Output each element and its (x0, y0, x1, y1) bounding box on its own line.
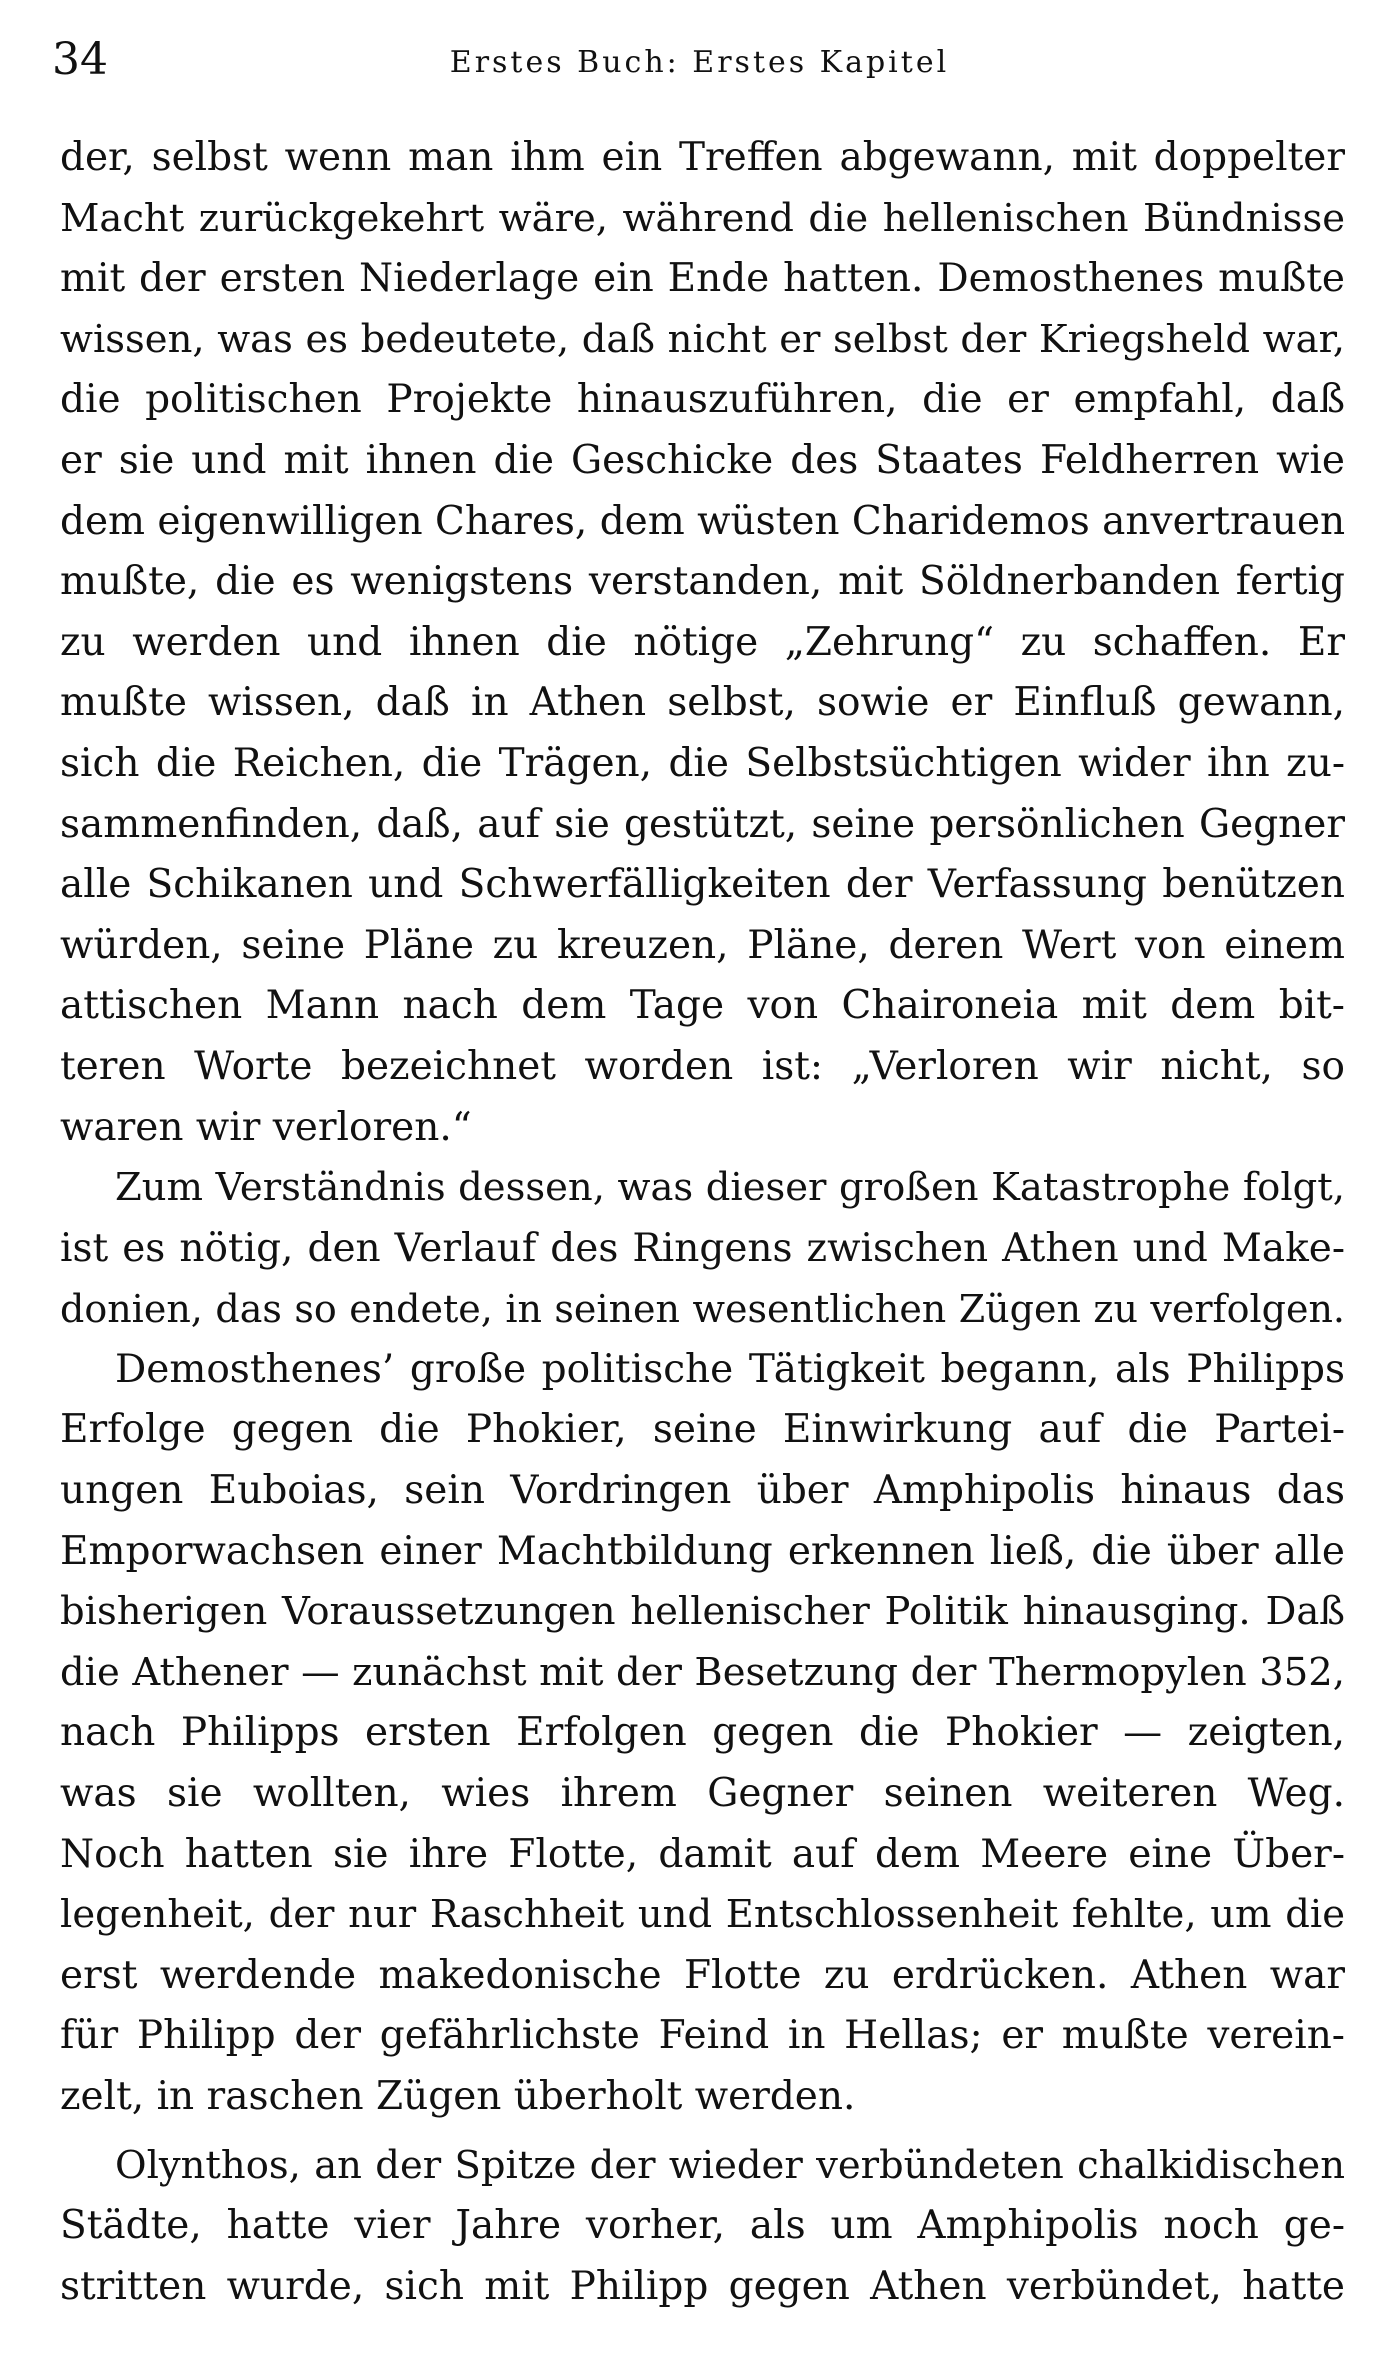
text-line: sammenfinden, daß, auf sie gestützt, seine persönlichen Gegner (60, 801, 1345, 847)
text-line: die politischen Projekte hinauszuführen, die er empfahl, daß (60, 377, 1345, 423)
text-line: attischen Mann nach dem Tage von Chaironeia mit dem bit- (60, 983, 1345, 1029)
text-line: Demosthenes’ große politische Tätigkeit begann, als Philipps (115, 1346, 1345, 1392)
text-line: ungen Euboias, sein Vordringen über Amphipolis hinaus das (60, 1468, 1345, 1514)
text-line: Erfolge gegen die Phokier, seine Einwirkung auf die Partei- (60, 1407, 1345, 1453)
text-line: mußte, die es wenigstens verstanden, mit Söldnerbanden fertig (60, 559, 1345, 605)
text-line: ist es nötig, den Verlauf des Ringens zwischen Athen und Make- (60, 1225, 1345, 1271)
text-line: legenheit, der nur Raschheit und Entschlossenheit fehlte, um die (60, 1892, 1345, 1938)
paragraph-4 (60, 2136, 1345, 2318)
text-line: zelt, in raschen Zügen überholt werden. (60, 2074, 856, 2119)
text-line: donien, das so endete, in seinen wesentlichen Zügen zu verfolgen. (60, 1287, 1345, 1332)
paragraph-1 (60, 128, 1345, 1158)
text-line: zu werden und ihnen die nötige „Zehrung“ zu schaffen. Er (60, 619, 1345, 665)
text-line: nach Philipps ersten Erfolgen gegen die Phokier — zeigten, (60, 1710, 1345, 1756)
text-line: Zum Verständnis dessen, was dieser großen Katastrophe folgt, (115, 1165, 1345, 1211)
text-line: für Philipp der gefährlichste Feind in Hellas; er mußte verein- (60, 2013, 1345, 2059)
text-line: Macht zurückgekehrt wäre, während die hellenischen Bündnisse (60, 195, 1345, 241)
page-number: 34 (52, 34, 108, 85)
text-line: alle Schikanen und Schwerfälligkeiten der Verfassung benützen (60, 862, 1345, 908)
paragraph-spacer (60, 2128, 1345, 2136)
paragraph-2 (60, 1158, 1345, 1340)
text-line: mit der ersten Niederlage ein Ende hatten. Demosthenes mußte (60, 256, 1345, 302)
text-line: mußte wissen, daß in Athen selbst, sowie er Einfluß gewann, (60, 680, 1345, 726)
text-line: waren wir verloren.“ (60, 1104, 472, 1150)
text-line: der, selbst wenn man ihm ein Treffen abgewann, mit doppelter (60, 135, 1345, 180)
running-head: Erstes Buch: Erstes Kapitel (449, 45, 950, 80)
body-text (60, 128, 1345, 2317)
text-line: teren Worte bezeichnet worden ist: „Verloren wir nicht, so (60, 1043, 1345, 1089)
text-line: würden, seine Pläne zu kreuzen, Pläne, deren Wert von einem (60, 922, 1345, 968)
paragraph-3 (60, 1340, 1345, 2128)
text-line: was sie wollten, wies ihrem Gegner seinen weiteren Weg. (60, 1771, 1345, 1817)
text-line: stritten wurde, sich mit Philipp gegen Athen verbündet, hatte (60, 2263, 1345, 2309)
text-line: dem eigenwilligen Chares, dem wüsten Charidemos anvertrauen (60, 498, 1345, 544)
text-line: Noch hatten sie ihre Flotte, damit auf dem Meere eine Über- (60, 1831, 1345, 1877)
text-line: Emporwachsen einer Machtbildung erkennen ließ, die über alle (60, 1528, 1345, 1574)
text-line: sich die Reichen, die Trägen, die Selbstsüchtigen wider ihn zu- (60, 740, 1345, 786)
text-line: Städte, hatte vier Jahre vorher, als um Amphipolis noch ge- (60, 2203, 1345, 2249)
text-line: bisherigen Voraussetzungen hellenischer Politik hinausging. Daß (60, 1589, 1345, 1635)
text-line: er sie und mit ihnen die Geschicke des Staates Feldherren wie (60, 437, 1345, 483)
text-line: erst werdende makedonische Flotte zu erdrücken. Athen war (60, 1952, 1345, 1998)
text-line: Olynthos, an der Spitze der wieder verbündeten chalkidischen (115, 2142, 1345, 2188)
text-line: die Athener — zunächst mit der Besetzung der Thermopylen 352, (60, 1649, 1345, 1695)
text-line: wissen, was es bedeutete, daß nicht er selbst der Kriegsheld war, (60, 316, 1345, 362)
